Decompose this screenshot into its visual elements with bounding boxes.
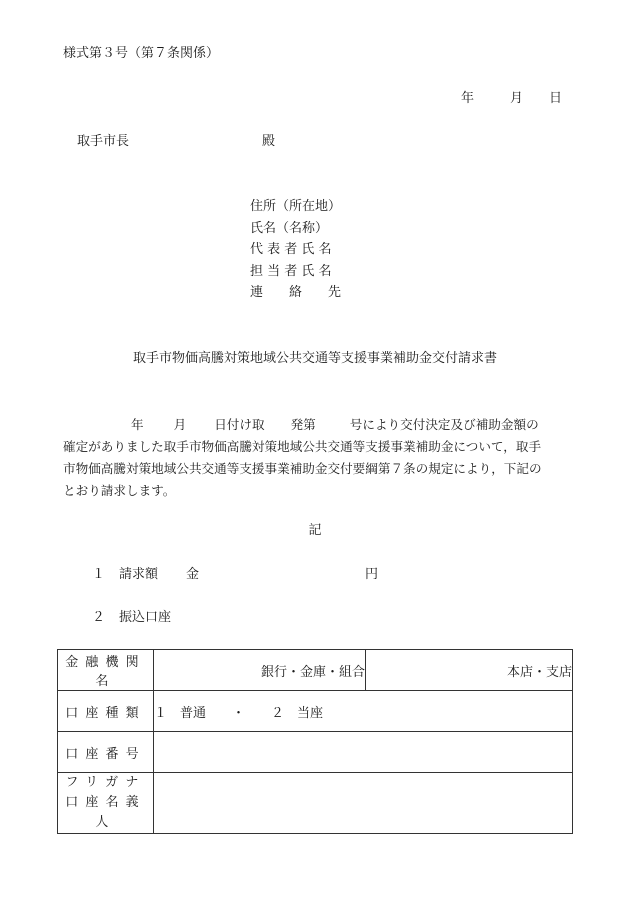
table-row xyxy=(58,732,573,773)
item1-number: １ xyxy=(92,567,106,582)
transfer-account-item xyxy=(92,611,171,624)
contact-person-label: 担 当 者 氏 名 xyxy=(250,263,332,279)
account-table xyxy=(57,649,573,834)
account-type-options: １ 普通 ・ ２ 当座 xyxy=(154,705,324,721)
applicant-name-label: 氏名（名称） xyxy=(250,220,329,236)
addressee: 取手市長 xyxy=(77,134,130,149)
item1-label: 請求額 xyxy=(119,567,159,582)
account-holder-label xyxy=(58,773,154,834)
item1-kin: 金 xyxy=(186,567,200,582)
date-year: 年 xyxy=(461,91,475,106)
bank-name-label: 金融機関名 xyxy=(58,650,154,691)
body-paragraph xyxy=(63,414,563,502)
table-row xyxy=(58,650,573,691)
item1-yen: 円 xyxy=(365,567,379,582)
ki-heading: 記 xyxy=(308,523,322,538)
table-row xyxy=(58,691,573,732)
table-row xyxy=(58,773,573,834)
form-number: 様式第３号（第７条関係） xyxy=(63,46,220,61)
branch-field[interactable] xyxy=(366,650,573,691)
branch-type-options: 本店・支店 xyxy=(506,664,572,680)
account-holder-field[interactable] xyxy=(154,773,573,834)
account-number-field[interactable] xyxy=(154,732,573,773)
account-type-label: 口座種類 xyxy=(58,691,154,732)
furigana-label: フリガナ xyxy=(65,775,146,790)
bank-name-field[interactable] xyxy=(154,650,366,691)
item2-label: 振込口座 xyxy=(119,610,172,625)
representative-name-label: 代 表 者 氏 名 xyxy=(250,242,332,257)
date-month: 月 xyxy=(510,91,524,106)
body-line3: 市物価高騰対策地域公共交通等支援事業補助金交付要綱第７条の規定により，下記の xyxy=(63,461,542,477)
ref-year: 年 xyxy=(131,417,144,432)
account-type-field[interactable] xyxy=(154,691,573,732)
body-line4: とおり請求します。 xyxy=(63,483,176,499)
applicant-block xyxy=(250,200,341,308)
applicant-address-label: 住所（所在地） xyxy=(250,199,342,214)
body-line2: 確定がありました取手市物価高騰対策地域公共交通等支援事業補助金について，取手 xyxy=(63,439,542,455)
bank-type-options: 銀行・金庫・組合 xyxy=(260,664,365,680)
holder-name-label: 口座名義人 xyxy=(65,795,146,831)
item2-number: ２ xyxy=(92,610,106,625)
ref-month: 月 xyxy=(173,417,187,432)
date-line xyxy=(461,92,562,105)
honorific: 殿 xyxy=(262,134,276,149)
request-amount-item xyxy=(92,568,378,581)
body-line1-rest: 号により交付決定及び補助金額の xyxy=(349,417,539,432)
document-title: 取手市物価高騰対策地域公共交通等支援事業補助金交付請求書 xyxy=(132,351,497,366)
ref-issue: 発第 xyxy=(290,417,316,432)
date-day: 日 xyxy=(549,91,563,106)
ref-day: 日付け取 xyxy=(214,417,265,432)
contact-label: 連 絡 先 xyxy=(250,285,342,300)
account-number-label: 口座番号 xyxy=(58,732,154,773)
